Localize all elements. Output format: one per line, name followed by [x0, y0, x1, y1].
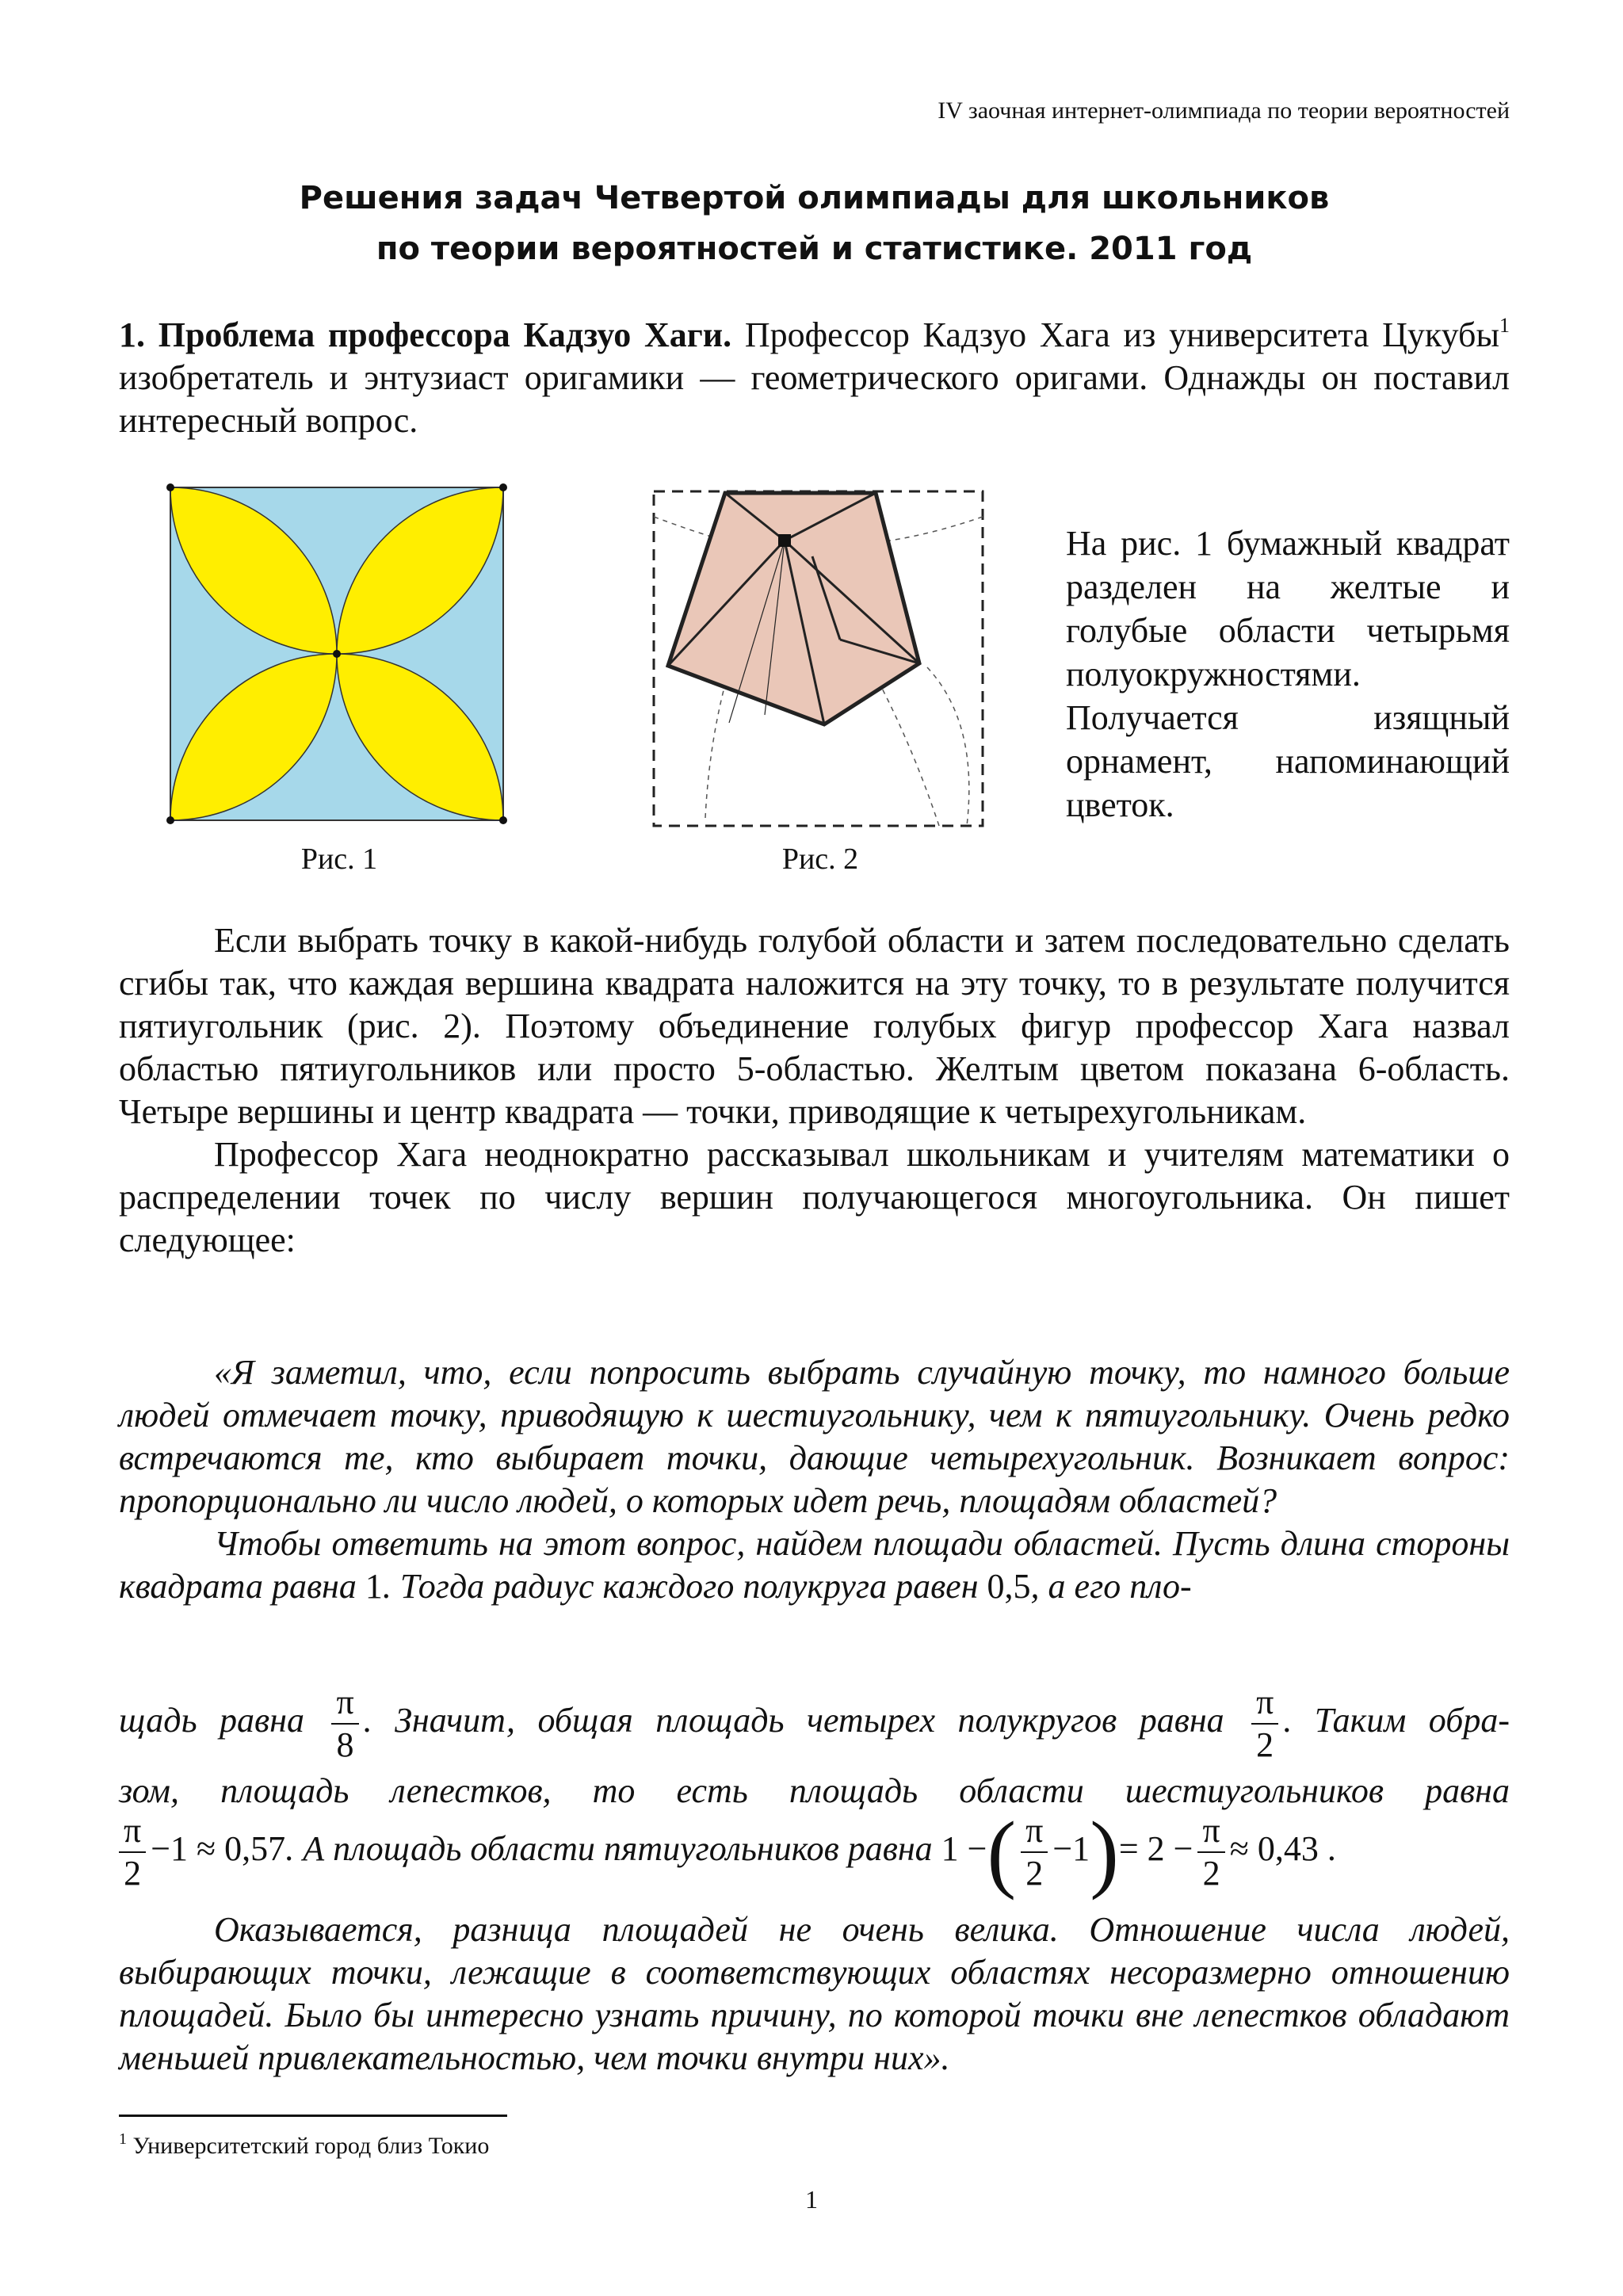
- math-expression: ≈ 0,43 .: [1229, 1829, 1336, 1869]
- quote-text: Чтобы ответить на этот вопрос, найдем площади областей. Пусть длина стороны квадрата равна: [119, 1524, 1510, 1606]
- math-expression: 1 −: [941, 1829, 987, 1869]
- formula-line-1: [119, 1682, 1510, 1766]
- fraction-denominator: 2: [124, 1854, 142, 1893]
- footnote-rule: [119, 2115, 507, 2117]
- quote-text: . Тогда радиус каждого полукруга равен: [382, 1567, 987, 1606]
- math-expression: −1: [1052, 1829, 1090, 1869]
- figure-2-pentagon-fold: [646, 485, 991, 834]
- quote-paragraph-final: Оказывается, разница площадей не очень велика. Отношение числа людей, выбирающих точки, лежащие в соответствующих областях несоразмерно отношению площадей. Было бы интересно узнать причину, по которой точки вне лепестков обладают меньшей привлекательностью, чем точки внутри них».: [119, 1910, 1510, 2077]
- running-header: IV заочная интернет-олимпиада по теории вероятностей: [938, 97, 1510, 124]
- figure-1-flower-square: [162, 479, 511, 828]
- formula-line-2: зом, площадь лепестков, то есть площадь области шестиугольников равна: [119, 1771, 1510, 1810]
- paragraph-2: Профессор Хага неоднократно рассказывал школьникам и учителям математики о распределении точек по числу вершин получающегося многоугольника. Он пишет следующее:: [119, 1135, 1510, 1259]
- vertex-dot: [166, 816, 174, 824]
- quote-text: . А площадь области пятиугольников равна: [285, 1829, 941, 1869]
- footnote-ref: 1: [1499, 314, 1510, 337]
- quote-paragraph-1: «Я заметил, что, если попросить выбрать случайную точку, то намного больше людей отмечает точку, приводящую к шестиугольнику, чем к пятиугольнику. Очень редко встречаются те, кто выбирает точки, дающие четырехугольник. Возникает вопрос: пропорционально ли число людей, о которых идет речь, площадям областей?: [119, 1353, 1510, 1520]
- footnote-mark: 1: [119, 2130, 127, 2148]
- vertex-dot: [499, 816, 507, 824]
- figure-2-caption: Рис. 2: [781, 842, 859, 876]
- quote-paragraph-2: [119, 1522, 1510, 1608]
- quote-text: , а его пло-: [1030, 1567, 1192, 1606]
- fraction-pi-over-2: [1197, 1810, 1224, 1894]
- side-length-value: 1: [365, 1567, 383, 1606]
- math-expression: = 2 −: [1118, 1829, 1193, 1869]
- document-title: [119, 173, 1510, 274]
- fraction-numerator: π: [1021, 1810, 1048, 1853]
- folded-pentagon: [668, 493, 919, 724]
- intro-text-2: изобретатель и энтузиаст оригамики — геометрического оригами. Однажды он поставил интересный вопрос.: [119, 358, 1510, 440]
- left-paren: (: [987, 1804, 1017, 1901]
- fraction-pi-over-2: [1251, 1682, 1278, 1766]
- fraction-numerator: π: [331, 1682, 358, 1725]
- vertex-dot: [499, 483, 507, 491]
- quote-block: [119, 1351, 1510, 1608]
- main-paragraphs: [119, 919, 1510, 1262]
- quote-text: . Значит, общая площадь четырех полукругов равна: [363, 1701, 1247, 1740]
- fraction-numerator: π: [1197, 1810, 1224, 1853]
- fraction-denominator: 8: [336, 1725, 354, 1764]
- figure-side-text: На рис. 1 бумажный квадрат разделен на желтые и голубые области четырьмя полуокружностями. Получается изящный орнамент, напоминающий цветок.: [1066, 524, 1510, 824]
- page-number: 1: [805, 2185, 818, 2214]
- center-dot: [333, 650, 341, 658]
- quote-final: [119, 1908, 1510, 2080]
- formula-line-3: [119, 1804, 1510, 1904]
- title-line-2: по теории вероятностей и статистике. 2011 год: [376, 231, 1253, 267]
- fraction-numerator: π: [1251, 1682, 1278, 1725]
- title-line-1: Решения задач Четвертой олимпиады для школьников: [299, 180, 1330, 216]
- quote-text: щадь равна: [119, 1701, 327, 1740]
- intro-paragraph: [119, 314, 1510, 442]
- intro-text-1: Профессор Кадзуо Хага из университета Цукубы: [731, 315, 1500, 354]
- figure-1-caption: Рис. 1: [300, 842, 378, 876]
- footnote-text: Университетский город близ Токио: [127, 2133, 490, 2159]
- fraction-denominator: 2: [1025, 1854, 1044, 1893]
- math-expression: −1 ≈ 0,57: [151, 1829, 286, 1869]
- footnote: [119, 2130, 489, 2162]
- quote-text: . Таким обра-: [1283, 1701, 1510, 1740]
- radius-value: 0,5: [987, 1567, 1031, 1606]
- paragraph-1: Если выбрать точку в какой-нибудь голубой области и затем последовательно сделать сгибы так, что каждая вершина квадрата наложится на эту точку, то в результате получится пятиугольник (рис. 2). Поэтому объединение голубых фигур профессор Хага назвал областью пятиугольников или просто 5-областью. Желтым цветом показана 6-область. Четыре вершины и центр квадрата — точки, приводящие к четырехугольникам.: [119, 921, 1510, 1131]
- fraction-denominator: 2: [1256, 1725, 1274, 1764]
- fraction-denominator: 2: [1202, 1854, 1220, 1893]
- fold-arc: [927, 667, 969, 826]
- problem-heading: 1. Проблема профессора Кадзуо Хаги.: [119, 315, 732, 354]
- fraction-pi-over-8: [331, 1682, 358, 1766]
- vertex-dot: [166, 483, 174, 491]
- fraction-pi-over-2: [119, 1810, 146, 1894]
- fold-point-marker: [778, 534, 791, 547]
- fraction-pi-over-2: [1021, 1810, 1048, 1894]
- right-paren: ): [1090, 1804, 1119, 1901]
- fraction-numerator: π: [119, 1810, 146, 1853]
